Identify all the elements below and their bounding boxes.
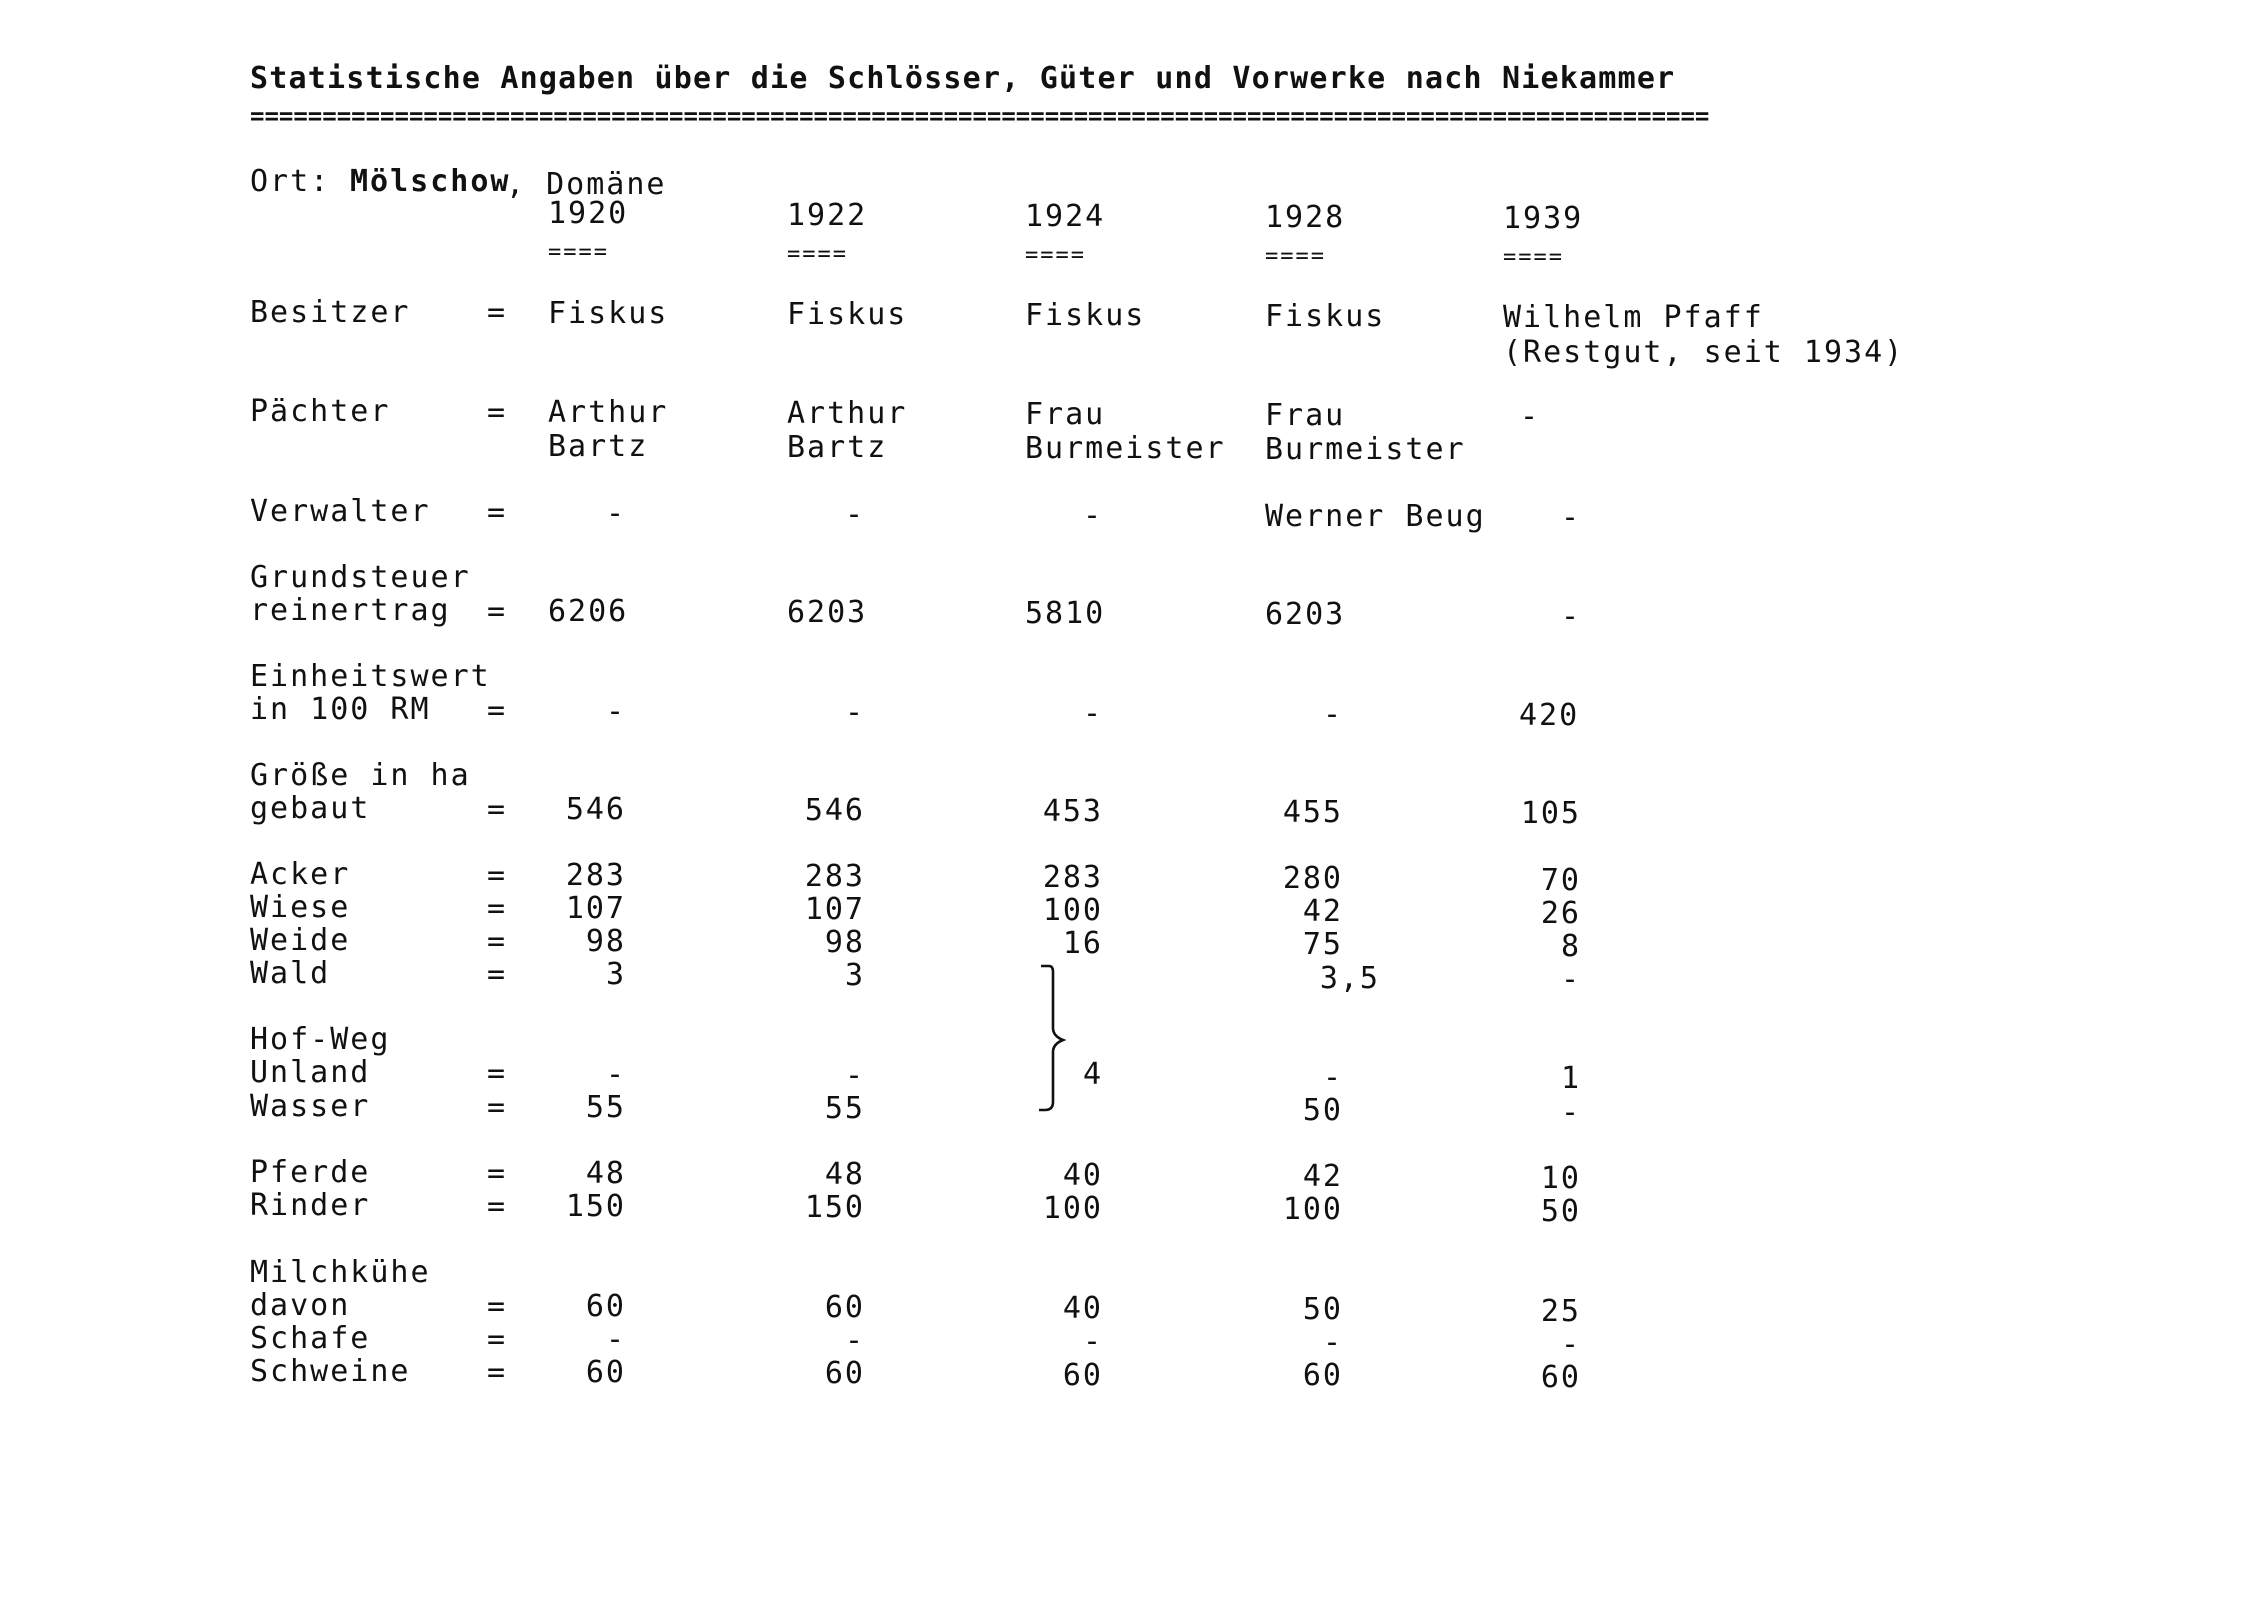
- cell-value: 105: [1520, 796, 1581, 831]
- year-underline: ====: [1503, 245, 1564, 270]
- cell-value: -: [1561, 1327, 1582, 1362]
- cell-value: 546: [565, 792, 626, 827]
- equals-sign: =: [487, 891, 508, 926]
- cell-value: 3: [844, 958, 865, 993]
- row-label-verwalter: Verwalter: [250, 494, 431, 529]
- cell-value: -: [606, 694, 627, 729]
- year-header: 1922: [787, 198, 868, 233]
- equals-sign: =: [487, 1289, 508, 1324]
- cell-value: -: [1561, 500, 1582, 535]
- row-label-einheitswert-unit: in 100 RM: [250, 692, 431, 727]
- cell-value: 48: [585, 1156, 626, 1191]
- cell-value: Burmeister: [1025, 431, 1226, 466]
- cell-value: 5810: [1025, 596, 1106, 631]
- cell-value: -: [1083, 1324, 1104, 1359]
- cell-value: Arthur: [548, 395, 669, 430]
- cell-value: -: [845, 1058, 866, 1093]
- row-label-gebaut: gebaut: [250, 791, 371, 826]
- equals-sign: =: [487, 1189, 508, 1224]
- cell-value: Fiskus: [548, 296, 669, 331]
- row-label-reinertrag: reinertrag: [250, 593, 451, 628]
- equals-sign: =: [487, 295, 508, 330]
- cell-value: 546: [804, 793, 865, 828]
- cell-value: 60: [1062, 1358, 1103, 1393]
- equals-sign: =: [487, 495, 508, 530]
- place-label: Ort:: [250, 164, 331, 199]
- cell-value: Frau: [1025, 397, 1106, 432]
- cell-value: 50: [1302, 1292, 1343, 1327]
- cell-value: 100: [1282, 1192, 1343, 1227]
- cell-value: Fiskus: [1265, 299, 1386, 334]
- cell-value: 60: [1540, 1360, 1581, 1395]
- cell-value: 6203: [1265, 597, 1346, 632]
- cell-value: -: [1323, 1060, 1344, 1095]
- year-underline: ====: [1265, 244, 1326, 269]
- cell-value: Fiskus: [1025, 298, 1146, 333]
- cell-value: -: [1520, 399, 1541, 434]
- equals-sign: =: [487, 693, 508, 728]
- cell-value: -: [1561, 1095, 1582, 1130]
- cell-value: 60: [824, 1290, 865, 1325]
- cell-value: 60: [585, 1355, 626, 1390]
- cell-value: Burmeister: [1265, 432, 1466, 467]
- cell-value: 3: [605, 957, 626, 992]
- cell-value: 283: [804, 859, 865, 894]
- cell-value: -: [845, 497, 866, 532]
- place-name: Mölschow: [350, 164, 511, 199]
- cell-value: 455: [1282, 795, 1343, 830]
- equals-sign: =: [487, 395, 508, 430]
- equals-sign: =: [487, 1355, 508, 1390]
- cell-value: 283: [1042, 860, 1103, 895]
- cell-value: -: [606, 496, 627, 531]
- cell-value: 3,5: [1319, 961, 1380, 996]
- cell-value: 4: [1083, 1057, 1104, 1092]
- cell-value: 1: [1560, 1061, 1581, 1096]
- cell-value: 8: [1560, 929, 1581, 964]
- equals-sign: =: [487, 1090, 508, 1125]
- row-label-hofweg: Hof-Weg: [250, 1022, 391, 1057]
- cell-value: 150: [804, 1190, 865, 1225]
- cell-value: Bartz: [787, 430, 888, 465]
- row-label-grundsteuer: Grundsteuer: [250, 560, 471, 595]
- row-label-acker: Acker: [250, 857, 351, 892]
- row-label-wald: Wald: [250, 956, 331, 991]
- cell-value: 98: [824, 925, 865, 960]
- cell-value: 48: [824, 1157, 865, 1192]
- place-suffix: , Domäne: [506, 167, 667, 202]
- cell-value: 283: [565, 858, 626, 893]
- row-label-groesse: Größe in ha: [250, 758, 471, 793]
- cell-value: -: [606, 1322, 627, 1357]
- cell-value: -: [845, 695, 866, 730]
- row-label-davon: davon: [250, 1288, 351, 1323]
- cell-value: 42: [1302, 1159, 1343, 1194]
- cell-value: -: [1323, 697, 1344, 732]
- cell-value: 60: [585, 1289, 626, 1324]
- equals-sign: =: [487, 1322, 508, 1357]
- row-label-schweine: Schweine: [250, 1354, 411, 1389]
- cell-value: 55: [585, 1090, 626, 1125]
- cell-value: 107: [804, 892, 865, 927]
- cell-value: 50: [1540, 1194, 1581, 1229]
- row-label-besitzer: Besitzer: [250, 295, 411, 330]
- cell-value: 100: [1042, 893, 1103, 928]
- row-label-weide: Weide: [250, 923, 351, 958]
- row-label-milchkuehe: Milchkühe: [250, 1255, 431, 1290]
- document-title: Statistische Angaben über die Schlösser, Güter und Vorwerke nach Niekammer: [250, 61, 1676, 96]
- row-label-einheitswert: Einheitswert: [250, 659, 491, 694]
- cell-value: Frau: [1265, 398, 1346, 433]
- cell-value: -: [1561, 599, 1582, 634]
- cell-value: 280: [1282, 861, 1343, 896]
- year-underline: ====: [548, 240, 609, 265]
- equals-sign: =: [487, 924, 508, 959]
- year-underline: ====: [787, 242, 848, 267]
- row-label-pferde: Pferde: [250, 1155, 371, 1190]
- row-label-paechter: Pächter: [250, 394, 391, 429]
- cell-value: Wilhelm Pfaff: [1503, 300, 1764, 335]
- cell-value: 16: [1062, 926, 1103, 961]
- cell-value: 25: [1540, 1294, 1581, 1329]
- cell-value: -: [845, 1323, 866, 1358]
- cell-value: 100: [1042, 1191, 1103, 1226]
- cell-value: 107: [565, 891, 626, 926]
- cell-value: Werner Beug: [1265, 499, 1486, 534]
- row-label-wiese: Wiese: [250, 890, 351, 925]
- cell-value: 75: [1302, 927, 1343, 962]
- cell-value: -: [1083, 696, 1104, 731]
- cell-value: 98: [585, 924, 626, 959]
- cell-value: 60: [824, 1356, 865, 1391]
- equals-sign: =: [487, 858, 508, 893]
- cell-value: 70: [1540, 863, 1581, 898]
- cell-value: Bartz: [548, 429, 649, 464]
- cell-value: -: [1560, 962, 1581, 997]
- owner-note: (Restgut, seit 1934): [1503, 335, 1905, 370]
- cell-value: 55: [824, 1091, 865, 1126]
- cell-value: 150: [565, 1189, 626, 1224]
- cell-value: 6203: [787, 595, 868, 630]
- cell-value: 10: [1540, 1161, 1581, 1196]
- cell-value: -: [1323, 1325, 1344, 1360]
- cell-value: 453: [1042, 794, 1103, 829]
- cell-value: 50: [1302, 1093, 1343, 1128]
- cell-value: Fiskus: [787, 297, 908, 332]
- row-label-rinder: Rinder: [250, 1188, 371, 1223]
- row-label-schafe: Schafe: [250, 1321, 371, 1356]
- equals-sign: =: [487, 957, 508, 992]
- year-underline: ====: [1025, 243, 1086, 268]
- equals-sign: =: [487, 792, 508, 827]
- equals-sign: =: [487, 594, 508, 629]
- cell-value: 42: [1302, 894, 1343, 929]
- cell-value: 60: [1302, 1358, 1343, 1393]
- year-header: 1920: [548, 196, 629, 231]
- cell-value: -: [1083, 498, 1104, 533]
- equals-sign: =: [487, 1056, 508, 1091]
- year-header: 1928: [1265, 200, 1346, 235]
- equals-sign: =: [487, 1156, 508, 1191]
- cell-value: 26: [1540, 896, 1581, 931]
- year-header: 1924: [1025, 199, 1106, 234]
- year-header: 1939: [1503, 201, 1584, 236]
- cell-value: -: [606, 1057, 627, 1092]
- cell-value: Arthur: [787, 396, 908, 431]
- cell-value: 40: [1062, 1291, 1103, 1326]
- cell-value: 420: [1519, 698, 1580, 733]
- row-label-unland: Unland: [250, 1055, 371, 1090]
- cell-value: 40: [1062, 1158, 1103, 1193]
- row-label-wasser: Wasser: [250, 1089, 371, 1124]
- title-underline: =====================================================================================================: [250, 106, 1710, 126]
- cell-value: 6206: [548, 594, 629, 629]
- curly-brace-icon: [1035, 962, 1075, 1114]
